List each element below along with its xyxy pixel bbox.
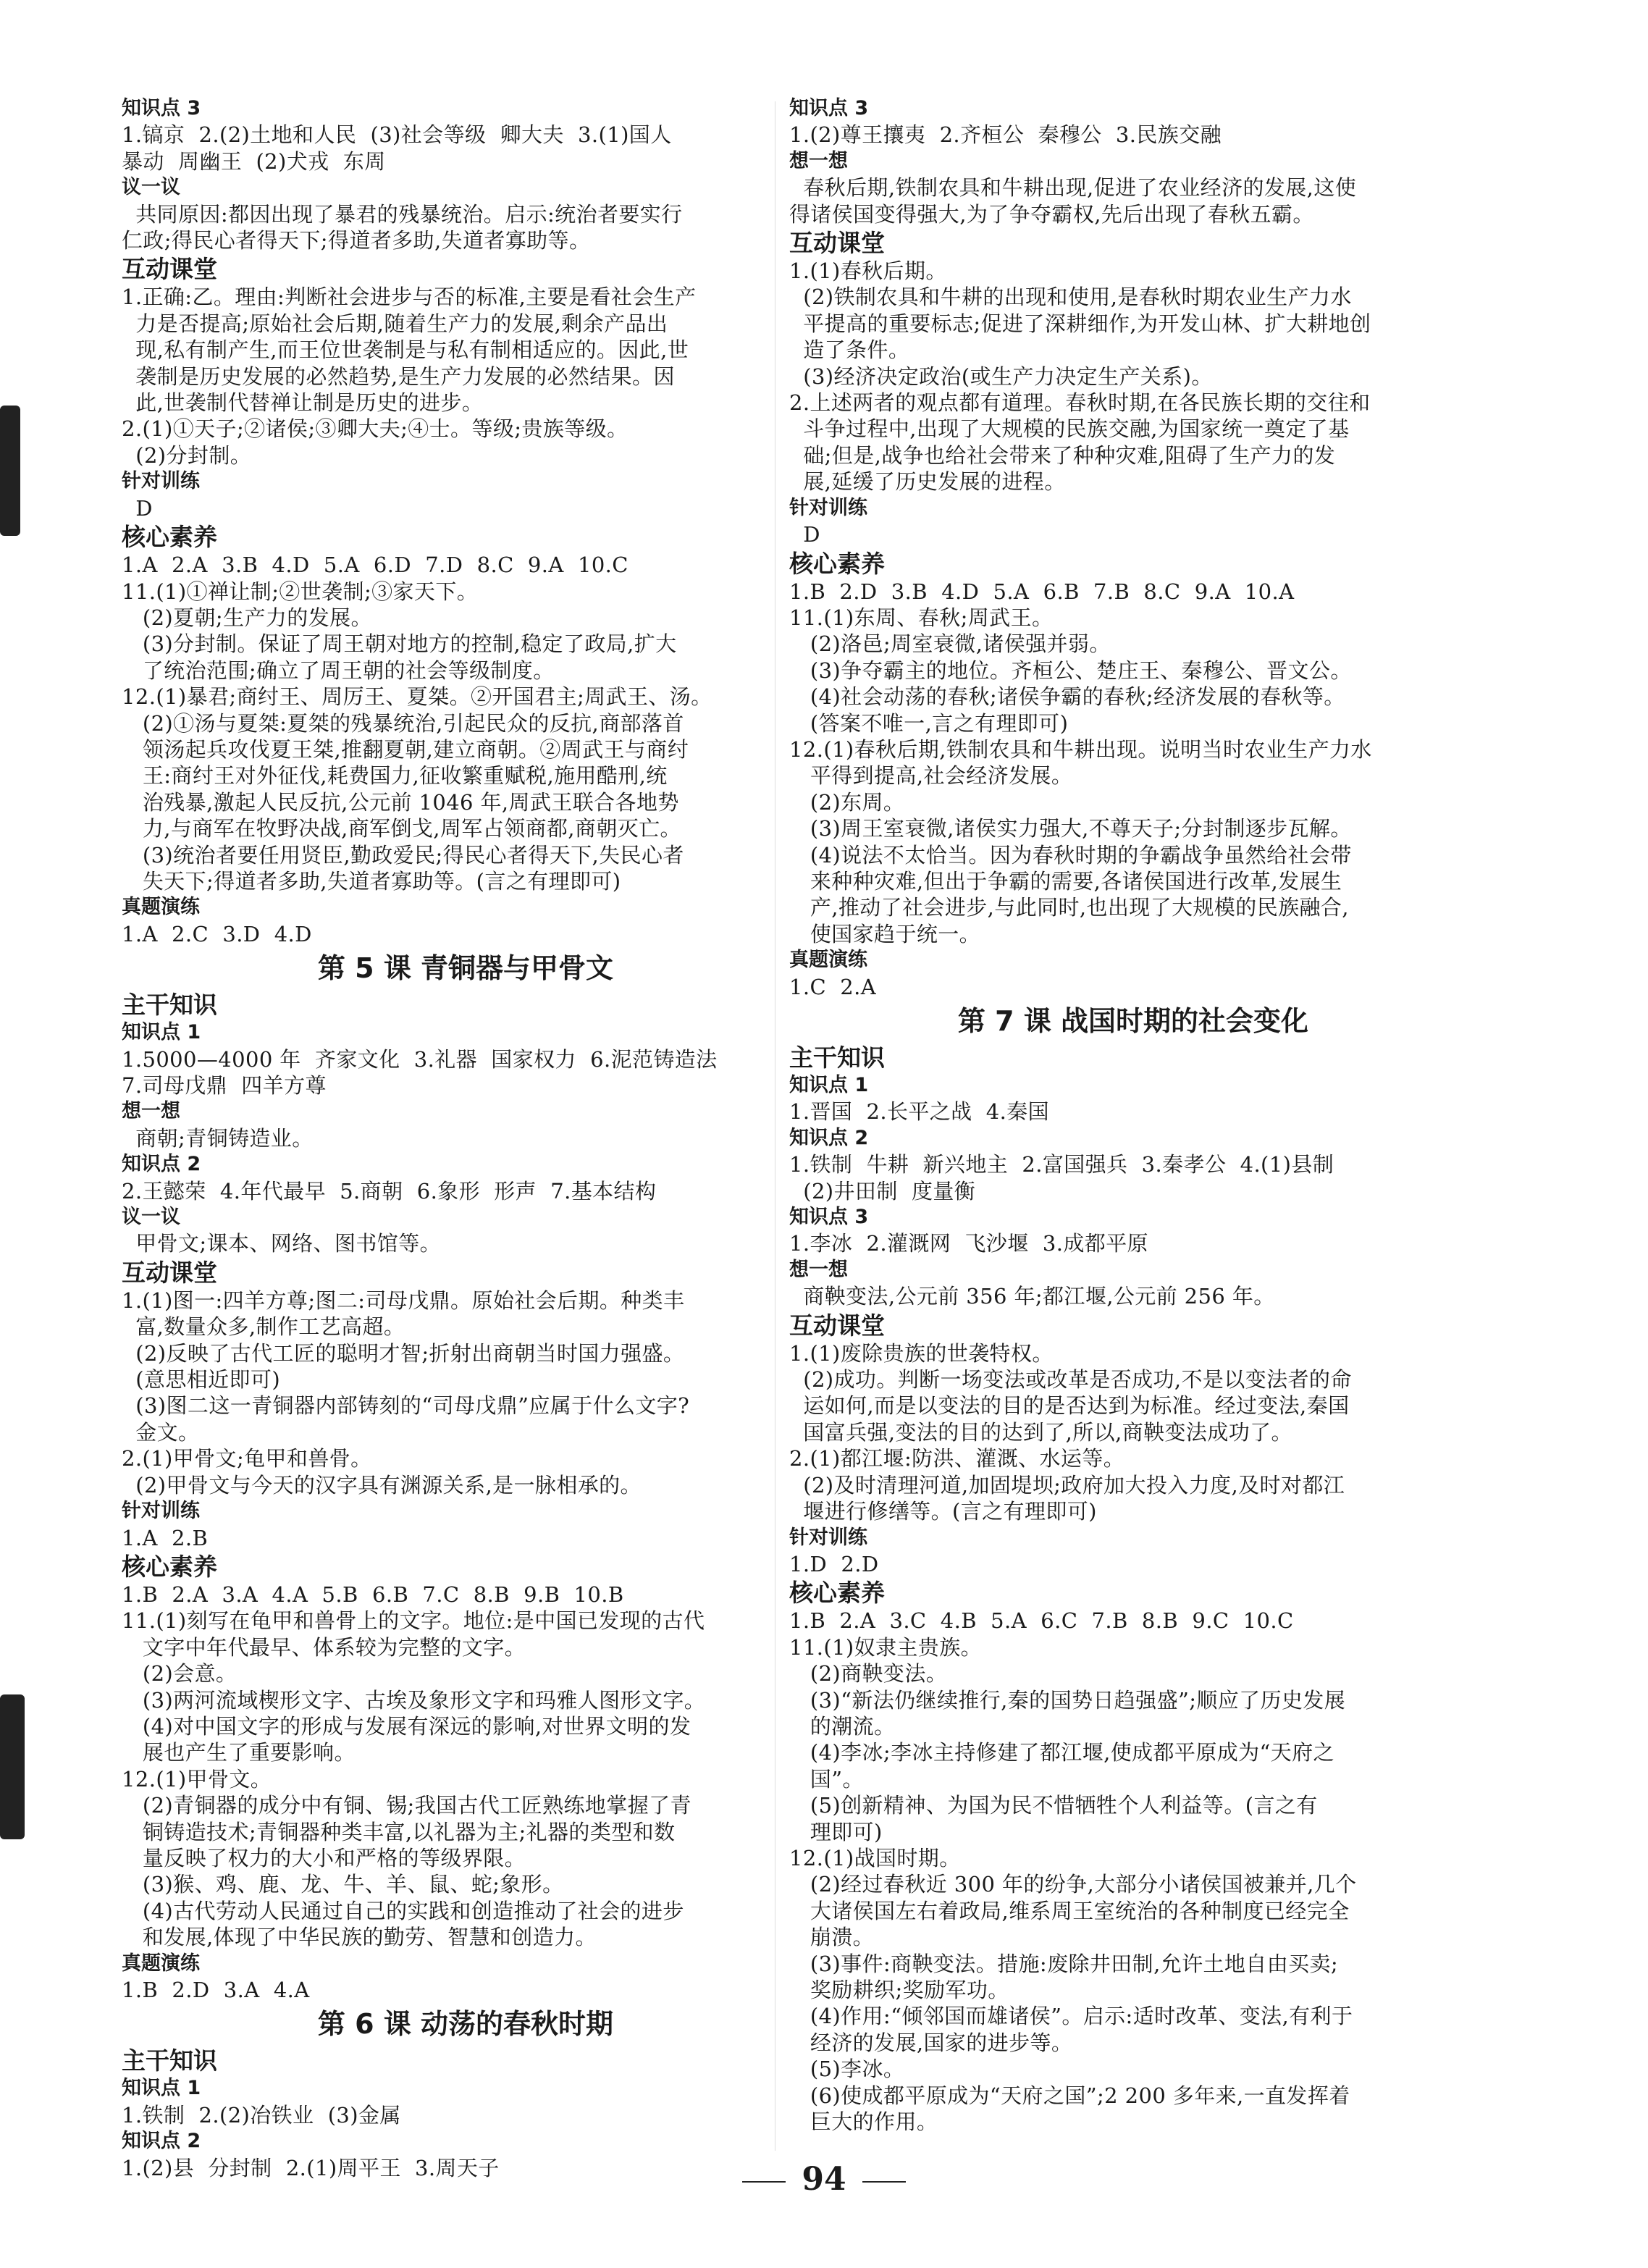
- text-line: (2)商鞅变法。: [789, 1661, 948, 1687]
- subsection-label: 真题演练: [122, 1952, 200, 1975]
- text-line: 平得到提高,社会经济发展。: [789, 763, 1073, 789]
- text-line: 1.A 2.C 3.D 4.D: [122, 921, 312, 946]
- text-line: 的潮流。: [789, 1713, 896, 1739]
- text-line: 1.B 2.A 3.A 4.A 5.B 6.B 7.C 8.B 9.B 10.B: [122, 1582, 624, 1607]
- text-line: 力,与商军在牧野决战,商军倒戈,周军占领商都,商朝灭亡。: [122, 816, 681, 841]
- text-line: (3)猴、鸡、鹿、龙、牛、羊、鼠、蛇;象形。: [122, 1872, 564, 1897]
- subsection-label: 知识点 2: [789, 1126, 869, 1149]
- section-heading: 互动课堂: [122, 1258, 217, 1287]
- text-line: 1.B 2.D 3.A 4.A: [122, 1978, 310, 2002]
- subsection-label: 真题演练: [789, 949, 867, 972]
- text-line: (3)争夺霸主的地位。齐桓公、楚庄王、秦穆公、晋文公。: [789, 658, 1352, 683]
- right-column: [789, 96, 1477, 2135]
- text-line: 仁政;得民心者得天下;得道者多助,失道者寡助等。: [122, 228, 591, 253]
- footer-dash-right: [862, 2181, 906, 2183]
- text-line: (2)铁制农具和牛耕的出现和使用,是春秋时期农业生产力水: [789, 285, 1352, 310]
- text-line: (4)社会动荡的春秋;诸侯争霸的春秋;经济发展的春秋等。: [789, 684, 1345, 710]
- text-line: 甲骨文;课本、网络、图书馆等。: [122, 1231, 442, 1256]
- text-line: (2)青铜器的成分中有铜、锡;我国古代工匠熟练地掌握了青: [122, 1793, 691, 1818]
- text-line: 此,世袭制代替禅让制是历史的进步。: [122, 390, 484, 416]
- text-line: 治残暴,激起人民反抗,公元前 1046 年,周武王联合各地势: [122, 789, 679, 815]
- text-line: 1.(2)尊王攘夷 2.齐桓公 秦穆公 3.民族交融: [789, 122, 1222, 148]
- text-line: (2)会意。: [122, 1661, 237, 1687]
- text-line: 商朝;青铜铸造业。: [122, 1125, 314, 1151]
- text-line: (2)井田制 度量衡: [789, 1178, 976, 1204]
- text-line: (2)成功。判断一场变法或改革是否成功,不是以变法者的命: [789, 1367, 1352, 1393]
- subsection-label: 针对训练: [789, 496, 867, 519]
- text-line: (3)经济决定政治(或生产力决定生产关系)。: [789, 364, 1213, 389]
- footer-dash-left: [742, 2181, 786, 2183]
- subsection-label: 知识点 2: [122, 1153, 201, 1176]
- text-line: (3)周王室衰微,诸侯实力强大,不尊天子;分封制逐步瓦解。: [789, 816, 1352, 841]
- text-line: (3)分封制。保证了周王朝对地方的控制,稳定了政局,扩大: [122, 631, 677, 657]
- text-line: 大诸侯国左右着政局,维系周王室统治的各种制度已经完全: [789, 1898, 1350, 1923]
- text-line: 巨大的作用。: [789, 2109, 938, 2135]
- text-line: 商鞅变法,公元前 356 年;都江堰,公元前 256 年。: [789, 1284, 1275, 1309]
- text-line: 造了条件。: [789, 337, 910, 363]
- text-line: (6)使成都平原成为“天府之国”;2 200 多年来,一直发挥着: [789, 2083, 1350, 2108]
- text-line: (意思相近即可): [122, 1367, 281, 1393]
- text-line: 暴动 周幽王 (2)犬戎 东周: [122, 148, 386, 174]
- text-line: 春秋后期,铁制农具和牛耕出现,促进了农业经济的发展,这使: [789, 175, 1357, 201]
- section-heading: 主干知识: [789, 1043, 885, 1072]
- text-line: 崩溃。: [789, 1925, 875, 1950]
- text-line: 1.晋国 2.长平之战 4.秦国: [789, 1099, 1050, 1125]
- text-line: (2)①汤与夏桀:夏桀的残暴统治,引起民众的反抗,商部落首: [122, 710, 684, 736]
- text-line: (3)统治者要任用贤臣,勤政爱民;得民心者得天下,失民心者: [122, 842, 684, 868]
- subsection-label: 真题演练: [122, 896, 200, 919]
- subsection-label: 想一想: [122, 1100, 180, 1123]
- text-line: (3)事件:商鞅变法。措施:废除井田制,允许土地自由买卖;: [789, 1951, 1339, 1976]
- text-line: 和发展,体现了中华民族的勤劳、智慧和创造力。: [122, 1925, 597, 1950]
- text-line: 金文。: [122, 1419, 200, 1445]
- text-line: 12.(1)春秋后期,铁制农具和牛耕出现。说明当时农业生产力水: [789, 736, 1372, 762]
- text-line: (2)及时清理河道,加固堤坝;政府加大投入力度,及时对都江: [789, 1472, 1345, 1498]
- lesson-title: 第 7 课 战国时期的社会变化: [957, 1005, 1309, 1037]
- section-heading: 核心素养: [789, 1579, 885, 1608]
- text-line: 1.5000—4000 年 齐家文化 3.礼器 国家权力 6.泥范铸造法: [122, 1046, 718, 1072]
- subsection-label: 知识点 3: [789, 1206, 869, 1229]
- text-line: 力是否提高;原始社会后期,随着生产力的发展,剩余产品出: [122, 311, 668, 336]
- text-line: 11.(1)①禅让制;②世袭制;③家天下。: [122, 579, 479, 604]
- text-line: 理即可): [789, 1819, 883, 1844]
- subsection-label: 知识点 1: [789, 1074, 869, 1096]
- text-line: (5)李冰。: [789, 2057, 905, 2082]
- text-line: 现,私有制产生,而王位世袭制是与私有制相适应的。因此,世: [122, 337, 689, 363]
- lesson-title: 第 6 课 动荡的春秋时期: [317, 2008, 614, 2041]
- text-line: 1.A 2.B: [122, 1525, 209, 1550]
- text-line: 得诸侯国变得强大,为了争夺霸权,先后出现了春秋五霸。: [789, 201, 1314, 227]
- text-line: 1.A 2.A 3.B 4.D 5.A 6.D 7.D 8.C 9.A 10.C: [122, 553, 628, 578]
- text-line: 1.(2)县 分封制 2.(1)周平王 3.周天子: [122, 2155, 500, 2180]
- subsection-label: 知识点 1: [122, 1021, 201, 1044]
- text-line: (2)甲骨文与今天的汉字具有渊源关系,是一脉相承的。: [122, 1472, 642, 1498]
- text-line: 平提高的重要标志;促进了深耕细作,为开发山林、扩大耕地创: [789, 311, 1371, 336]
- text-line: 展也产生了重要影响。: [122, 1740, 356, 1765]
- text-line: (4)作用:“倾邻国而雄诸侯”。启示:适时改革、变法,有利于: [789, 2004, 1353, 2029]
- text-line: 2.王懿荣 4.年代最早 5.商朝 6.象形 形声 7.基本结构: [122, 1178, 657, 1204]
- text-line: 斗争过程中,出现了大规模的民族交融,为国家统一奠定了基: [789, 416, 1350, 442]
- text-line: 失天下;得道者多助,失道者寡助等。(言之有理即可): [122, 868, 621, 894]
- text-line: 文字中年代最早、体系较为完整的文字。: [122, 1634, 526, 1660]
- text-line: 1.(1)春秋后期。: [789, 259, 947, 284]
- text-line: 1.D 2.D: [789, 1551, 879, 1576]
- subsection-label: 想一想: [789, 1258, 848, 1281]
- text-line: (2)东周。: [789, 789, 905, 815]
- scan-edge-mark: [0, 1694, 25, 1839]
- page-footer: [0, 2161, 1648, 2198]
- section-heading: 主干知识: [122, 991, 217, 1020]
- text-line: 11.(1)刻写在龟甲和兽骨上的文字。地位:是中国已发现的古代: [122, 1608, 705, 1634]
- text-line: 来种种灾难,但出于争霸的需要,各诸侯国进行改革,发展生: [789, 868, 1342, 894]
- text-line: 2.上述两者的观点都有道理。春秋时期,在各民族长期的交往和: [789, 390, 1371, 416]
- subsection-label: 针对训练: [789, 1526, 867, 1549]
- scan-edge-mark: [0, 406, 20, 536]
- subsection-label: 想一想: [789, 149, 848, 172]
- section-heading: 主干知识: [122, 2046, 217, 2075]
- text-line: 领汤起兵攻伐夏王桀,推翻夏朝,建立商朝。②周武王与商纣: [122, 736, 689, 762]
- subsection-label: 知识点 3: [789, 97, 869, 119]
- text-line: 堰进行修缮等。(言之有理即可): [789, 1499, 1097, 1524]
- text-line: 共同原因:都因出现了暴君的残暴统治。启示:统治者要实行: [122, 201, 683, 227]
- text-line: (2)反映了古代工匠的聪明才智;折射出商朝当时国力强盛。: [122, 1340, 685, 1366]
- section-heading: 核心素养: [122, 1552, 217, 1581]
- subsection-label: 议一议: [122, 1206, 180, 1229]
- subsection-label: 知识点 1: [122, 2077, 201, 2100]
- text-line: 7.司母戊鼎 四羊方尊: [122, 1073, 327, 1098]
- text-line: D: [789, 522, 820, 547]
- text-line: (答案不唯一,言之有理即可): [789, 710, 1069, 736]
- text-line: 国”。: [789, 1766, 864, 1792]
- text-line: 富,数量众多,制作工艺高超。: [122, 1314, 405, 1340]
- text-line: 11.(1)奴隶主贵族。: [789, 1634, 982, 1660]
- text-line: (2)夏朝;生产力的发展。: [122, 605, 372, 630]
- text-line: 使国家趋于统一。: [789, 921, 981, 946]
- section-heading: 核心素养: [789, 549, 885, 578]
- subsection-label: 针对训练: [122, 470, 200, 493]
- text-line: 1.B 2.D 3.B 4.D 5.A 6.B 7.B 8.C 9.A 10.A: [789, 579, 1295, 604]
- text-line: 产,推动了社会进步,与此同时,也出现了大规模的民族融合,: [789, 895, 1349, 920]
- section-heading: 互动课堂: [122, 255, 217, 284]
- text-line: 运如何,而是以变法的目的是否达到为标准。经过变法,秦国: [789, 1393, 1350, 1419]
- section-heading: 核心素养: [122, 523, 217, 552]
- text-line: 1.(1)废除贵族的世袭特权。: [789, 1340, 1054, 1366]
- text-line: 经济的发展,国家的进步等。: [789, 2030, 1073, 2055]
- text-line: 2.(1)①天子;②诸侯;③卿大夫;④士。等级;贵族等级。: [122, 416, 628, 442]
- text-line: 铜铸造技术;青铜器种类丰富,以礼器为主;礼器的类型和数: [122, 1819, 676, 1844]
- text-line: (4)李冰;李冰主持修建了都江堰,使成都平原成为“天府之: [789, 1740, 1334, 1765]
- text-line: 1.镐京 2.(2)土地和人民 (3)社会等级 卿大夫 3.(1)国人: [122, 122, 672, 148]
- text-line: 1.(1)图一:四羊方尊;图二:司母戊鼎。原始社会后期。种类丰: [122, 1288, 685, 1313]
- subsection-label: 知识点 2: [122, 2130, 201, 2153]
- text-line: 12.(1)战国时期。: [789, 1845, 961, 1870]
- text-line: 了统治范围;确立了周王朝的社会等级制度。: [122, 658, 555, 683]
- text-line: (3)图二这一青铜器内部铸刻的“司母戊鼎”应属于什么文字?: [122, 1393, 690, 1419]
- text-line: 1.李冰 2.灌溉网 飞沙堰 3.成都平原: [789, 1231, 1148, 1256]
- text-line: (5)创新精神、为国为民不惜牺牲个人利益等。(言之有: [789, 1793, 1318, 1818]
- text-line: 1.铁制 牛耕 新兴地主 2.富国强兵 3.秦孝公 4.(1)县制: [789, 1152, 1334, 1177]
- text-line: (4)说法不太恰当。因为春秋时期的争霸战争虽然给社会带: [789, 842, 1352, 868]
- text-line: 12.(1)暴君;商纣王、周厉王、夏桀。②开国君主;周武王、汤。: [122, 684, 712, 710]
- text-line: 11.(1)东周、春秋;周武王。: [789, 605, 1054, 630]
- left-column: [122, 96, 810, 2181]
- text-line: (2)分封制。: [122, 442, 252, 468]
- text-line: 2.(1)甲骨文;龟甲和兽骨。: [122, 1446, 372, 1471]
- text-line: D: [122, 495, 153, 521]
- text-line: (2)经过春秋近 300 年的纷争,大部分小诸侯国被兼并,几个: [789, 1872, 1357, 1897]
- text-line: 础;但是,战争也给社会带来了种种灾难,阻碍了生产力的发: [789, 442, 1336, 468]
- subsection-label: 议一议: [122, 176, 180, 199]
- text-line: 2.(1)都江堰:防洪、灌溉、水运等。: [789, 1446, 1125, 1471]
- text-line: 王:商纣王对外征伐,耗费国力,征收繁重赋税,施用酷刑,统: [122, 763, 668, 789]
- section-heading: 互动课堂: [789, 1311, 885, 1340]
- text-line: (3)两河流域楔形文字、古埃及象形文字和玛雅人图形文字。: [122, 1687, 706, 1713]
- subsection-label: 针对训练: [122, 1500, 200, 1523]
- text-line: (4)对中国文字的形成与发展有深远的影响,对世界文明的发: [122, 1713, 691, 1739]
- section-heading: 互动课堂: [789, 229, 885, 258]
- text-line: 奖励耕织;奖励军功。: [789, 1978, 1009, 2002]
- text-line: 袭制是历史发展的必然趋势,是生产力发展的必然结果。因: [122, 364, 675, 389]
- text-line: 1.C 2.A: [789, 974, 877, 999]
- lesson-title: 第 5 课 青铜器与甲骨文: [317, 952, 614, 985]
- text-line: 1.正确:乙。理由:判断社会进步与否的标准,主要是看社会生产: [122, 285, 697, 310]
- page-number: 94: [802, 2161, 846, 2198]
- text-line: (2)洛邑;周室衰微,诸侯强并弱。: [789, 631, 1111, 657]
- text-line: 12.(1)甲骨文。: [122, 1766, 272, 1792]
- text-line: 1.铁制 2.(2)冶铁业 (3)金属: [122, 2102, 401, 2128]
- subsection-label: 知识点 3: [122, 97, 201, 119]
- text-line: 1.B 2.A 3.C 4.B 5.A 6.C 7.B 8.B 9.C 10.C: [789, 1608, 1294, 1634]
- text-line: 国富兵强,变法的目的达到了,所以,商鞅变法成功了。: [789, 1419, 1292, 1445]
- text-line: (4)古代劳动人民通过自己的实践和创造推动了社会的进步: [122, 1898, 684, 1923]
- text-line: (3)“新法仍继续推行,秦的国势日趋强盛”;顺应了历史发展: [789, 1687, 1346, 1713]
- text-line: 展,延缓了历史发展的进程。: [789, 469, 1066, 495]
- text-line: 量反映了权力的大小和严格的等级界限。: [122, 1845, 526, 1870]
